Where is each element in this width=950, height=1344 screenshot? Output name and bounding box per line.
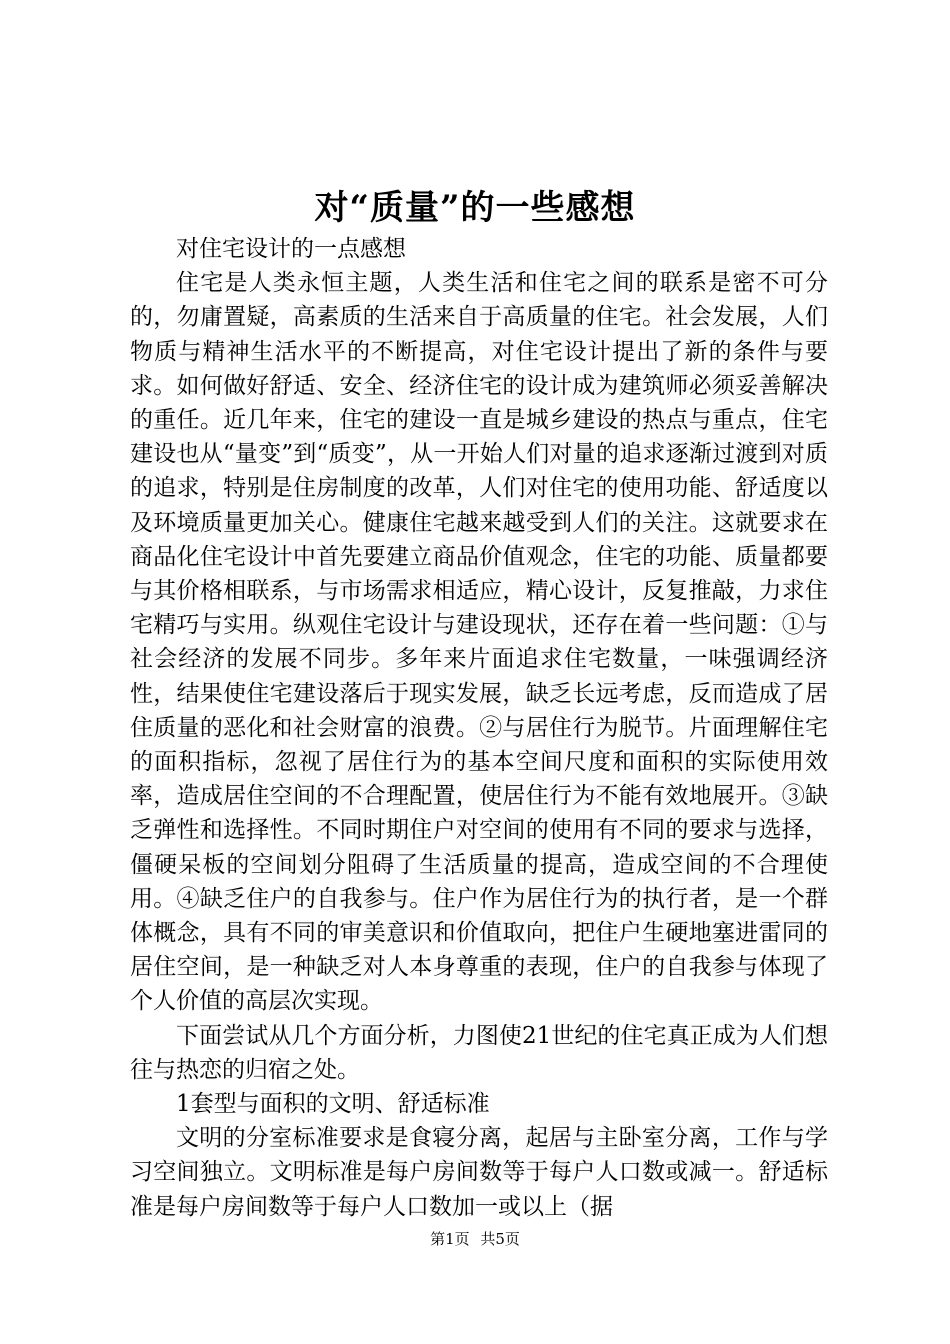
paragraph: 下面尝试从几个方面分析，力图使21世纪的住宅真正成为人们想往与热恋的归宿之处。 — [130, 1022, 828, 1083]
paragraph: 文明的分室标准要求是食寝分离，起居与主卧室分离，工作与学习空间独立。文明标准是每户房间数等于每户人口数或减一。舒适标准是每户房间数等于每户人口数加一或以上（据 — [130, 1125, 828, 1220]
document-body — [130, 232, 828, 1224]
paragraph-subtitle: 对住宅设计的一点感想 — [176, 236, 406, 262]
document-title: 对“质量”的一些感想 — [314, 188, 636, 228]
section-heading: 1套型与面积的文明、舒适标准 — [176, 1091, 490, 1118]
page-footer: 第1页 共5页 — [430, 1230, 520, 1248]
paragraph: 住宅是人类永恒主题，人类生活和住宅之间的联系是密不可分的，勿庸置疑，高素质的生活来自于高质量的住宅。社会发展，人们物质与精神生活水平的不断提高，对住宅设计提出了新的条件与要求。如何做好舒适、安全、经济住宅的设计成为建筑师必须妥善解决的重任。近几年来，住宅的建设一直是城乡建设的热点与重点，住宅建设也从“量变”到“质变”，从一开始人们对量的追求逐渐过渡到对质的追求，特别是住房制度的改革，人们对住宅的使用功能、舒适度以及环境质量更加关心。健康住宅越来越受到人们的关注。这就要求在商品化住宅设计中首先要建立商品价值观念，住宅的功能、质量都要与其价格相联系，与市场需求相适应，精心设计，反复推敲，力求住宅精巧与实用。纵观住宅设计与建设现状，还存在着一些问题：①与社会经济的发展不同步。多年来片面追求住宅数量，一味强调经济性，结果使住宅建设落后于现实发展，缺乏长远考虑，反而造成了居住质量的恶化和社会财富的浪费。②与居住行为脱节。片面理解住宅的面积指标，忽视了居住行为的基本空间尺度和面积的实际使用效率，造成居住空间的不合理配置，使居住行为不能有效地展开。③缺乏弹性和选择性。不同时期住户对空间的使用有不同的要求与选择，僵硬呆板的空间划分阻碍了生活质量的提高，造成空间的不合理使用。④缺乏住户的自我参与。住户作为居住行为的执行者，是一个群体概念，具有不同的审美意识和价值取向，把住户生硬地塞进雷同的居住空间，是一种缺乏对人本身尊重的表现，住户的自我参与体现了个人价值的高层次实现。 — [130, 270, 828, 1015]
